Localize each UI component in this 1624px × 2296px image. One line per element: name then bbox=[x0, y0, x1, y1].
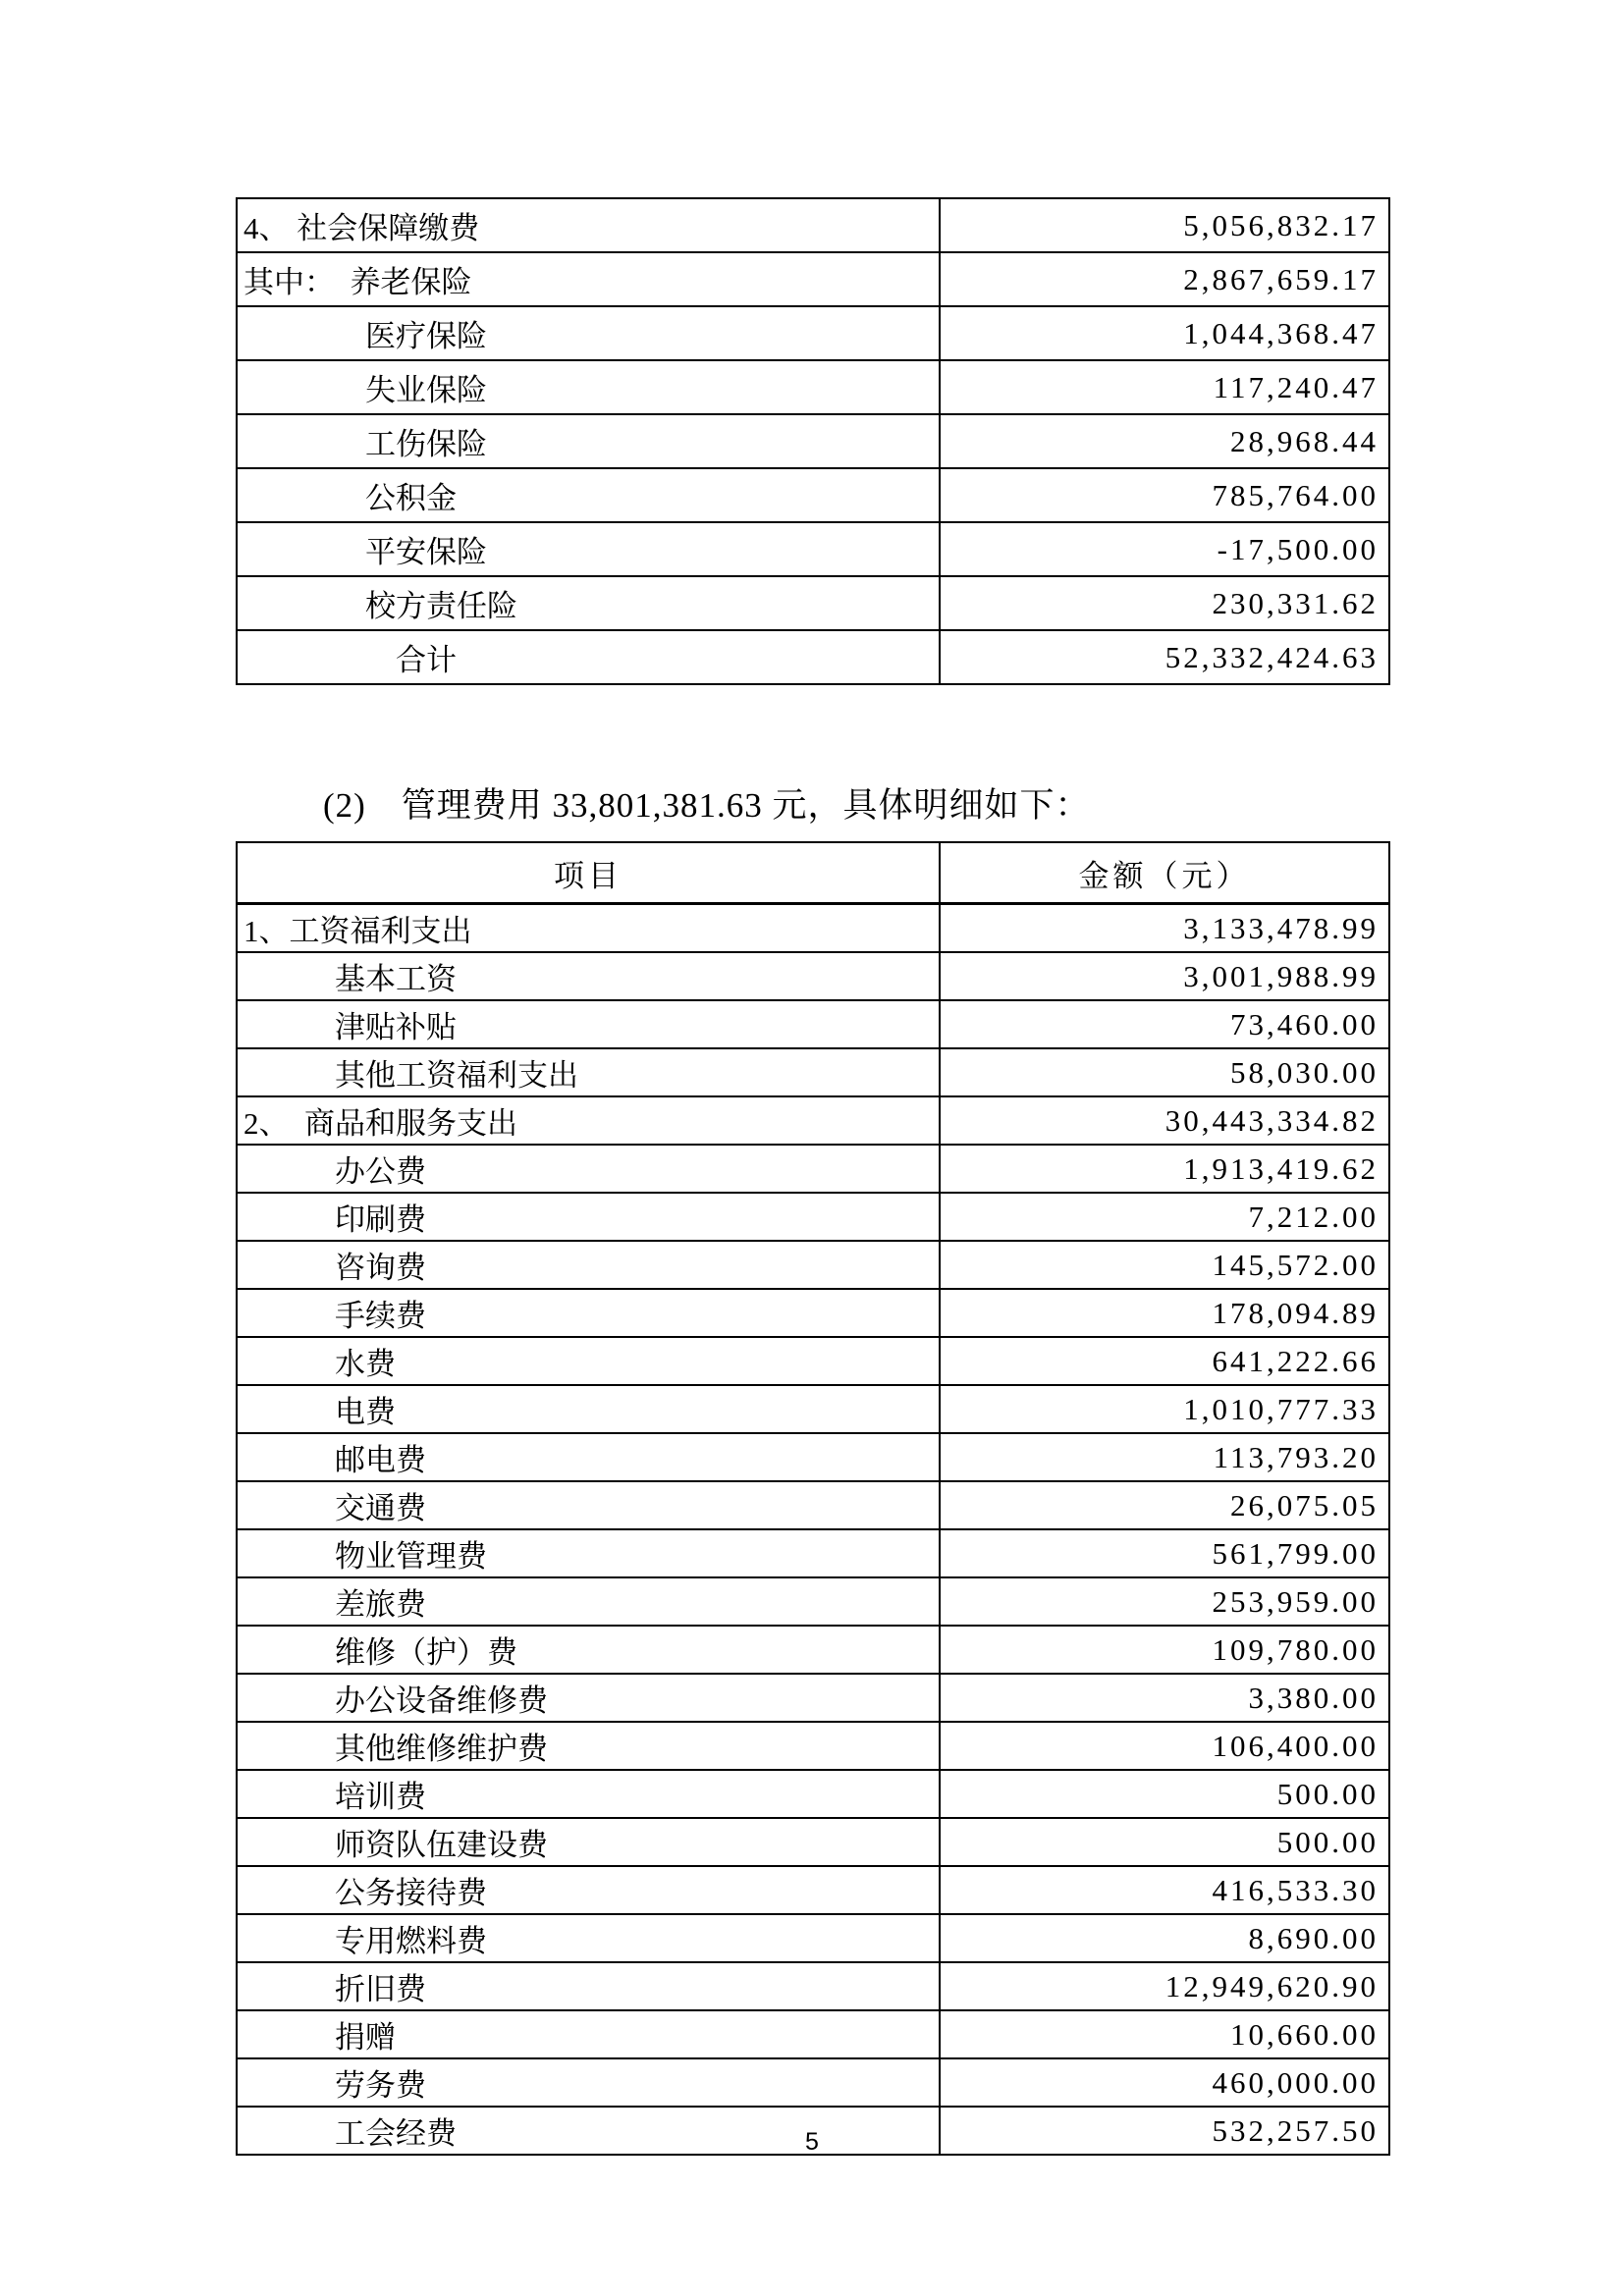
table-row bbox=[237, 1337, 1389, 1385]
row-amount-value: 1,010,777.33 bbox=[940, 1385, 1389, 1433]
row-amount-value: 12,949,620.90 bbox=[940, 1962, 1389, 2010]
row-amount-value: 117,240.47 bbox=[940, 360, 1389, 414]
row-item-label: 电费 bbox=[237, 1385, 940, 1433]
row-amount-value: 500.00 bbox=[940, 1770, 1389, 1818]
row-item-label: 校方责任险 bbox=[237, 576, 940, 630]
row-item-label: 4、 社会保障缴费 bbox=[237, 198, 940, 252]
row-amount-value: 2,867,659.17 bbox=[940, 252, 1389, 306]
row-item-label: 水费 bbox=[237, 1337, 940, 1385]
table-row bbox=[237, 1145, 1389, 1193]
table-row bbox=[237, 1577, 1389, 1626]
row-item-label: 专用燃料费 bbox=[237, 1914, 940, 1962]
row-item-label: 培训费 bbox=[237, 1770, 940, 1818]
row-item-label: 咨询费 bbox=[237, 1241, 940, 1289]
row-item-label: 1、工资福利支出 bbox=[237, 904, 940, 953]
row-amount-value: 460,000.00 bbox=[940, 2058, 1389, 2107]
row-amount-value: 3,380.00 bbox=[940, 1674, 1389, 1722]
row-item-label: 津贴补贴 bbox=[237, 1000, 940, 1048]
admin-expense-table bbox=[236, 841, 1390, 2156]
table-row bbox=[237, 1048, 1389, 1096]
row-item-label: 办公设备维修费 bbox=[237, 1674, 940, 1722]
row-item-label: 交通费 bbox=[237, 1481, 940, 1529]
row-amount-value: 10,660.00 bbox=[940, 2010, 1389, 2058]
column-header-item: 项目 bbox=[237, 842, 940, 904]
row-amount-value: 113,793.20 bbox=[940, 1433, 1389, 1481]
row-amount-value: 5,056,832.17 bbox=[940, 198, 1389, 252]
row-item-label: 公积金 bbox=[237, 468, 940, 522]
table-row bbox=[237, 2058, 1389, 2107]
row-item-label: 捐赠 bbox=[237, 2010, 940, 2058]
table-row bbox=[237, 1241, 1389, 1289]
table-row bbox=[237, 468, 1389, 522]
table-row bbox=[237, 576, 1389, 630]
table-row bbox=[237, 360, 1389, 414]
row-amount-value: 7,212.00 bbox=[940, 1193, 1389, 1241]
row-item-label: 维修（护）费 bbox=[237, 1626, 940, 1674]
table-row bbox=[237, 2010, 1389, 2058]
row-amount-value: -17,500.00 bbox=[940, 522, 1389, 576]
table-row bbox=[237, 1000, 1389, 1048]
row-amount-value: 145,572.00 bbox=[940, 1241, 1389, 1289]
row-amount-value: 26,075.05 bbox=[940, 1481, 1389, 1529]
row-item-label: 差旅费 bbox=[237, 1577, 940, 1626]
table-row bbox=[237, 1722, 1389, 1770]
row-amount-value: 8,690.00 bbox=[940, 1914, 1389, 1962]
table-row bbox=[237, 1289, 1389, 1337]
row-amount-value: 73,460.00 bbox=[940, 1000, 1389, 1048]
table-row bbox=[237, 1385, 1389, 1433]
row-item-label: 医疗保险 bbox=[237, 306, 940, 360]
row-amount-value: 253,959.00 bbox=[940, 1577, 1389, 1626]
table-row bbox=[237, 1529, 1389, 1577]
row-item-label: 失业保险 bbox=[237, 360, 940, 414]
row-item-label: 邮电费 bbox=[237, 1433, 940, 1481]
row-amount-value: 3,001,988.99 bbox=[940, 952, 1389, 1000]
row-item-label: 平安保险 bbox=[237, 522, 940, 576]
row-item-label: 办公费 bbox=[237, 1145, 940, 1193]
row-amount-value: 230,331.62 bbox=[940, 576, 1389, 630]
row-amount-value: 106,400.00 bbox=[940, 1722, 1389, 1770]
table-row bbox=[237, 1866, 1389, 1914]
row-amount-value: 3,133,478.99 bbox=[940, 904, 1389, 953]
table-row bbox=[237, 1914, 1389, 1962]
row-item-label: 基本工资 bbox=[237, 952, 940, 1000]
row-amount-value: 52,332,424.63 bbox=[940, 630, 1389, 684]
table-row bbox=[237, 630, 1389, 684]
row-amount-value: 178,094.89 bbox=[940, 1289, 1389, 1337]
row-amount-value: 1,913,419.62 bbox=[940, 1145, 1389, 1193]
row-item-label: 工伤保险 bbox=[237, 414, 940, 468]
row-amount-value: 532,257.50 bbox=[940, 2107, 1389, 2155]
table-row bbox=[237, 522, 1389, 576]
table-row bbox=[237, 1770, 1389, 1818]
row-item-label: 其中： 养老保险 bbox=[237, 252, 940, 306]
row-item-label: 2、 商品和服务支出 bbox=[237, 1096, 940, 1145]
table-row bbox=[237, 1626, 1389, 1674]
row-amount-value: 30,443,334.82 bbox=[940, 1096, 1389, 1145]
row-amount-value: 28,968.44 bbox=[940, 414, 1389, 468]
row-amount-value: 1,044,368.47 bbox=[940, 306, 1389, 360]
table-row bbox=[237, 414, 1389, 468]
row-amount-value: 58,030.00 bbox=[940, 1048, 1389, 1096]
row-item-label: 工会经费 bbox=[237, 2107, 940, 2155]
row-amount-value: 500.00 bbox=[940, 1818, 1389, 1866]
table-row bbox=[237, 1674, 1389, 1722]
table-row bbox=[237, 198, 1389, 252]
row-amount-value: 785,764.00 bbox=[940, 468, 1389, 522]
row-amount-value: 109,780.00 bbox=[940, 1626, 1389, 1674]
admin-expense-table-body bbox=[237, 904, 1389, 2156]
row-amount-value: 641,222.66 bbox=[940, 1337, 1389, 1385]
page-number: 5 bbox=[805, 2128, 819, 2156]
row-item-label: 其他维修维护费 bbox=[237, 1722, 940, 1770]
table-row bbox=[237, 306, 1389, 360]
row-item-label: 手续费 bbox=[237, 1289, 940, 1337]
social-security-table bbox=[236, 197, 1390, 685]
row-amount-value: 416,533.30 bbox=[940, 1866, 1389, 1914]
column-header-amount: 金额（元） bbox=[940, 842, 1389, 904]
row-item-label: 合计 bbox=[237, 630, 940, 684]
row-item-label: 劳务费 bbox=[237, 2058, 940, 2107]
table-row bbox=[237, 1193, 1389, 1241]
row-item-label: 印刷费 bbox=[237, 1193, 940, 1241]
row-item-label: 物业管理费 bbox=[237, 1529, 940, 1577]
table-row bbox=[237, 952, 1389, 1000]
row-item-label: 师资队伍建设费 bbox=[237, 1818, 940, 1866]
section-heading: (2) 管理费用 33,801,381.63 元，具体明细如下： bbox=[323, 786, 1091, 825]
table-header-row bbox=[237, 842, 1389, 904]
row-item-label: 折旧费 bbox=[237, 1962, 940, 2010]
row-item-label: 其他工资福利支出 bbox=[237, 1048, 940, 1096]
table-row bbox=[237, 1433, 1389, 1481]
table-row bbox=[237, 1818, 1389, 1866]
row-amount-value: 561,799.00 bbox=[940, 1529, 1389, 1577]
table-row bbox=[237, 1481, 1389, 1529]
table-row bbox=[237, 1096, 1389, 1145]
row-item-label: 公务接待费 bbox=[237, 1866, 940, 1914]
table-row bbox=[237, 904, 1389, 953]
table-row bbox=[237, 252, 1389, 306]
table-row bbox=[237, 1962, 1389, 2010]
social-security-table-body bbox=[237, 198, 1389, 684]
